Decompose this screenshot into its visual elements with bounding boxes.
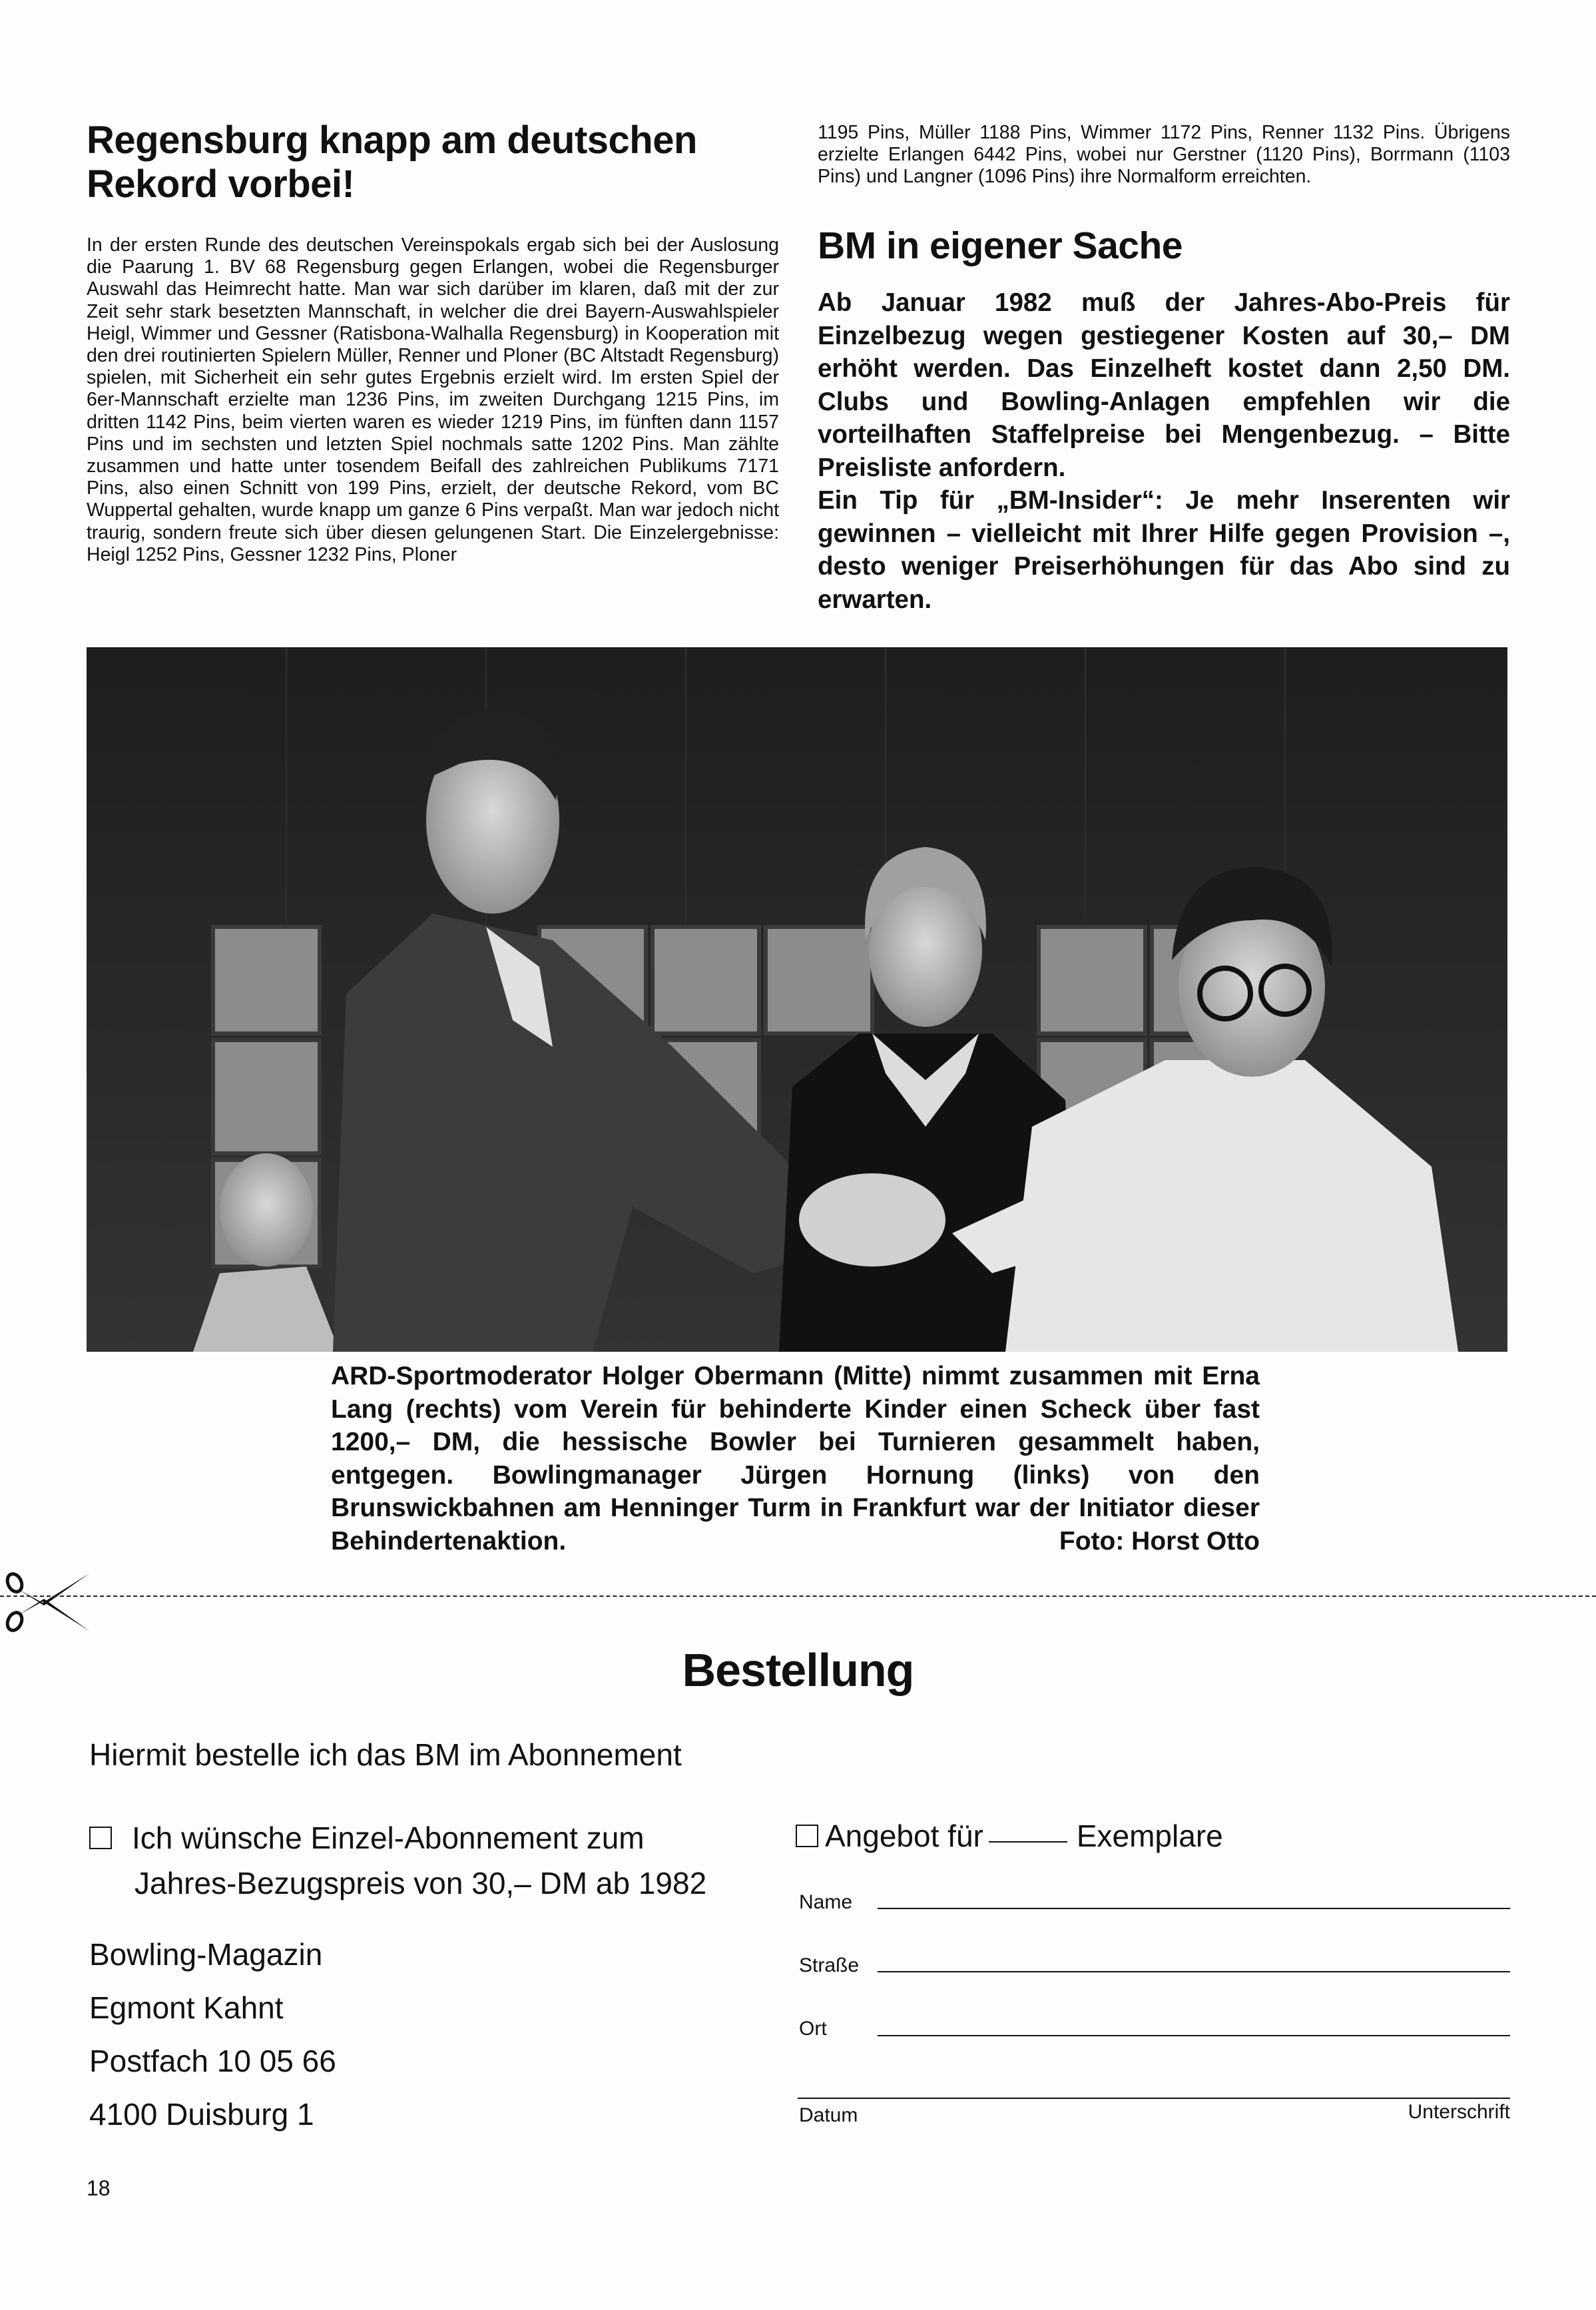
single-subscription-checkbox[interactable] xyxy=(89,1827,112,1849)
copies-quantity-field[interactable] xyxy=(989,1841,1067,1843)
date-label: Datum xyxy=(799,2104,858,2126)
address-line: Egmont Kahnt xyxy=(89,1990,284,2025)
order-form-title: Bestellung xyxy=(682,1644,914,1696)
address-line: Bowling-Magazin xyxy=(89,1937,323,1972)
article-body-continuation: 1195 Pins, Müller 1188 Pins, Wimmer 1172 Pins, Renner 1132 Pins. Übrigens erzielte Erlangen 6442 Pins, wobei nur Gerstner (1120 Pins), Borrmann (1103 Pins) und Langner (1096 Pins) ihre Normalform erreichten. xyxy=(818,122,1510,188)
order-intro: Hiermit bestelle ich das BM im Abonnement xyxy=(89,1737,682,1772)
photo-caption xyxy=(331,1360,1260,1558)
date-signature-field[interactable] xyxy=(798,2098,1510,2099)
city-label: Ort xyxy=(799,2018,827,2040)
article-body: In der ersten Runde des deutschen Vereinspokals ergab sich bei der Auslosung die Paarung 1. BV 68 Regensburg gegen Erlangen, wobei die Regensburger Auswahl das Heimrecht hatte. Man war sich darüber im klaren, daß mit der zur Zeit sehr stark besetzten Mannschaft, in welcher die drei Bayern-Auswahlspieler Heigl, Wimmer und Gessner (Ratisbona-Walhalla Regensburg) in Kooperation mit den drei routinierten Spielern Müller, Renner und Ploner (BC Altstadt Regensburg) spielen, mit Sicherheit ein sehr gutes Ergebnis erzielt wird. Im ersten Spiel der 6er-Mannschaft erzielte man 1236 Pins, im zweiten Durchgang 1215 Pins, im dritten 1142 Pins, beim vierten waren es wieder 1219 Pins, im fünften dann 1157 Pins und im sechsten und letzten Spiel nochmals satte 1202 Pins. Man zählte zusammen und hatte unter tosendem Beifall des zahlreichen Publikums 7171 Pins, also einen Schnitt von 199 Pins, erzielt, der deutsche Rekord, vom BC Wuppertal gehalten, wurde knapp um ganze 6 Pins verpaßt. Man war jedoch nicht traurig, sondern freute sich über diesen gelungenen Start. Die Einzelergebnisse: Heigl 1252 Pins, Gessner 1232 Pins, Ploner xyxy=(87,234,779,565)
option-bulk-offer xyxy=(796,1818,1223,1854)
option-single-subscription xyxy=(89,1820,706,1901)
city-field[interactable] xyxy=(878,2035,1510,2036)
news-photo xyxy=(87,647,1507,1352)
option-suffix: Exemplare xyxy=(1076,1819,1223,1853)
notice-body xyxy=(818,286,1510,616)
address-line: Postfach 10 05 66 xyxy=(89,2044,336,2078)
notice-paragraph: Ein Tip für „BM-Insider“: Je mehr Inserenten wir gewinnen – vielleicht mit Ihrer Hilfe gegen Provision –, desto weniger Preiserhöhungen für das Abo sind zu erwarten. xyxy=(818,486,1510,614)
photo-credit: Foto: Horst Otto xyxy=(1059,1526,1260,1556)
cut-line xyxy=(0,1595,1596,1597)
name-field[interactable] xyxy=(878,1908,1510,1909)
page-number: 18 xyxy=(87,2176,111,2200)
street-label: Straße xyxy=(799,1954,860,1976)
street-field[interactable] xyxy=(878,1971,1510,1972)
option-label-line2: Jahres-Bezugspreis von 30,– DM ab 1982 xyxy=(134,1866,707,1900)
article-title: Regensburg knapp am deutschen Rekord vorbei! xyxy=(87,119,697,206)
name-label: Name xyxy=(799,1891,853,1913)
signature-label: Unterschrift xyxy=(1408,2101,1510,2123)
notice-paragraph: Ab Januar 1982 muß der Jahres-Abo-Preis für Einzelbezug wegen gestiegener Kosten auf 30,– DM erhöht werden. Das Einzelheft kostet dann 2,50 DM. Clubs und Bowling-Anlagen empfehlen wir die vorteilhaften Staffelpreise bei Mengenbezug. – Bitte Preisliste anfordern. xyxy=(818,288,1510,482)
caption-text: ARD-Sportmoderator Holger Obermann (Mitte) nimmt zusammen mit Erna Lang (rechts) vom Verein für behinderte Kinder einen Scheck über fast 1200,– DM, die hessische Bowler bei Turnieren gesammelt haben, entgegen. Bowlingmanager Jürgen Hornung (links) von den Brunswickbahnen am Henninger Turm in Frankfurt war der Initiator dieser Behindertenaktion. xyxy=(331,1362,1260,1556)
notice-title: BM in eigener Sache xyxy=(818,224,1183,267)
scissors-icon xyxy=(3,1568,89,1635)
option-prefix: Angebot für xyxy=(825,1819,983,1853)
mailing-address xyxy=(89,1936,336,2150)
option-label: Ich wünsche Einzel-Abonnement zum xyxy=(132,1821,645,1855)
bulk-offer-checkbox[interactable] xyxy=(796,1825,818,1847)
address-line: 4100 Duisburg 1 xyxy=(89,2097,314,2132)
